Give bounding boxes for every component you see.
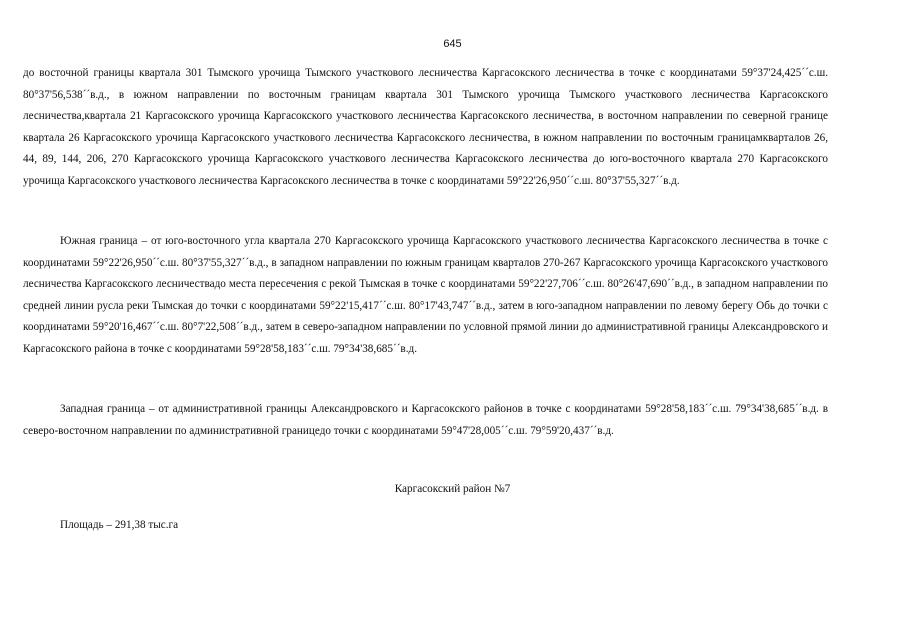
- section-title: Каргасокский район №7: [394, 483, 511, 495]
- area-text: Площадь – 291,38 тыс.га: [60, 519, 179, 531]
- western-boundary-paragraph: Западная граница – от административной границы Александровского и Каргасокского районов в точке с координатами 59°28'58,183´´с.ш. 79°34'38,685´´в.д. в северо-восточном направлении по административной границедо точки с координатами 59°47'28,005´´с.ш. 79°59'20,437´´в.д.: [23, 403, 828, 437]
- boundary-paragraph-continuation: до восточной границы квартала 301 Тымского урочища Тымского участкового лесничества Каргасокского лесничества в точке с координатами 59°37'24,425´´с.ш. 80°37'56,538´´в.д., в южном направлении по восточным границам квартала 301 Тымского урочища Тымского участкового лесничества Каргасокского лесничества,квартала 21 Каргасокского урочища Каргасокского участкового лесничества Каргасокского лесничества, в восточном направлении по северной границе квартала 26 Каргасокского урочища Каргасокского участкового лесничества Каргасокского лесничества, в южном направлении по восточным границамкварталов 26, 44, 89, 144, 206, 270 Каргасокского урочища Каргасокского участкового лесничества Каргасокского лесничества до юго-восточного квартала 270 Каргасокского урочища Каргасокского участкового лесничества Каргасокского лесничества в точке с координатами 59°22'26,950´´с.ш. 80°37'55,327´´в.д.: [23, 67, 828, 187]
- page-number: 645: [443, 38, 462, 50]
- southern-boundary-paragraph: Южная граница – от юго-восточного угла квартала 270 Каргасокского урочища Каргасокского участкового лесничества Каргасокского лесничества в точке с координатами 59°22'26,950´´с.ш. 80°37'55,327´´в.д., в западном направлении по южным границам кварталов 270-267 Каргасокского урочища Каргасокского участкового лесничества Каргасокского лесничествадо места пересечения с рекой Тымская в точке с координатами 59°22'27,706´´с.ш. 80°26'47,690´´в.д., в западном направлении по средней линии русла реки Тымская до точки с координатами 59°22'15,417´´с.ш. 80°17'43,747´´в.д., затем в юго-западном направлении по левому берегу Обь до точки с координатами 59°20'16,467´´с.ш. 80°7'22,508´´в.д., затем в северо-западном направлении по условной прямой линии до административной границы Александровского и Каргасокского района в точке с координатами 59°28'58,183´´с.ш. 79°34'38,685´´в.д.: [23, 235, 828, 355]
